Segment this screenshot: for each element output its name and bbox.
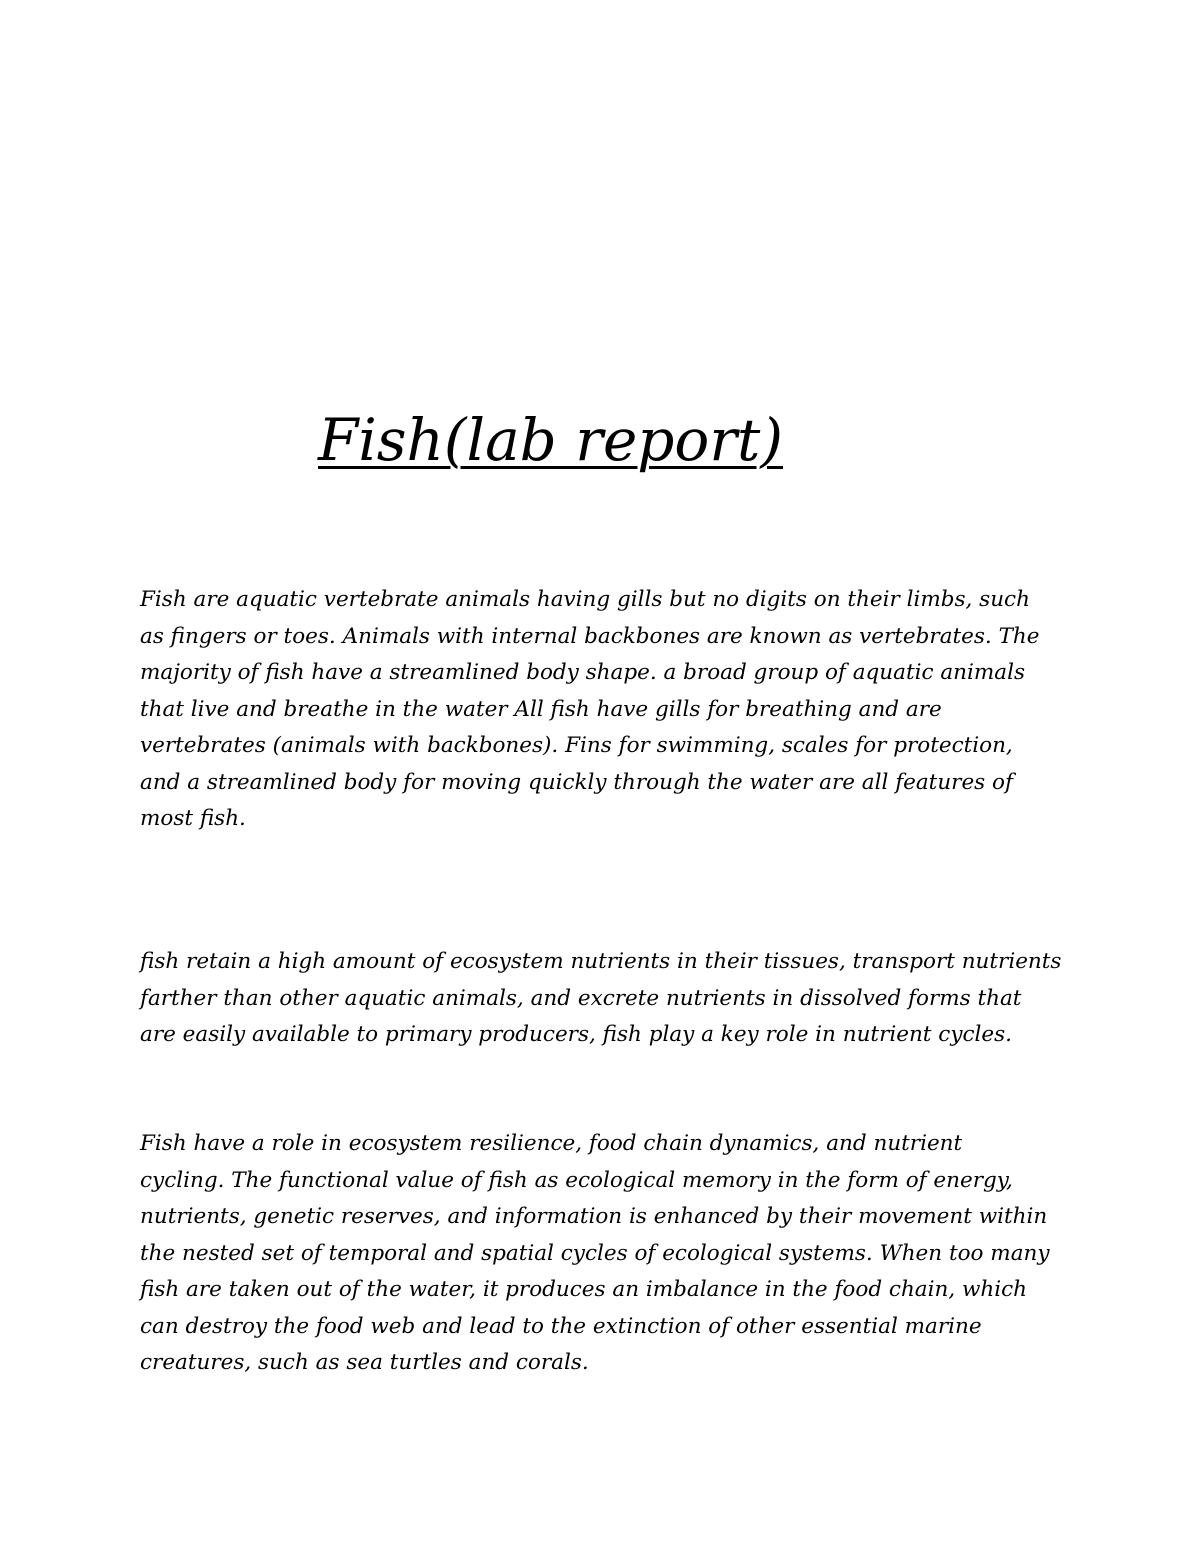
text-line: are easily available to primary producers, fish play a key role in nutrient cycles. <box>140 1022 1012 1047</box>
text-line: Fish have a role in ecosystem resilience, food chain dynamics, and nutrient <box>140 1131 963 1156</box>
text-line: vertebrates (animals with backbones). Fins for swimming, scales for protection, <box>140 733 1013 758</box>
text-line: majority of fish have a streamlined body shape. a broad group of aquatic animals <box>140 660 1026 685</box>
text-line: most fish. <box>140 806 246 831</box>
text-line: Fish are aquatic vertebrate animals having gills but no digits on their limbs, such <box>140 587 1030 612</box>
text-line: and a streamlined body for moving quickly through the water are all features of <box>140 769 1013 795</box>
paragraph-ecosystem <box>140 1126 1070 1382</box>
text-line: fish are taken out of the water, it produces an imbalance in the food chain, which <box>140 1277 1028 1302</box>
text-line: fish retain a high amount of ecosystem nutrients in their tissues, transport nutrients <box>140 949 1062 974</box>
paragraph-intro <box>140 582 1070 838</box>
document-title: Fish(lab report) <box>318 406 783 474</box>
text-line: nutrients, genetic reserves, and information is enhanced by their movement within <box>140 1204 1048 1229</box>
text-line: can destroy the food web and lead to the extinction of other essential marine <box>140 1313 982 1339</box>
text-line: as fingers or toes. Animals with internal backbones are known as vertebrates. The <box>140 623 1040 649</box>
text-line: cycling. The functional value of fish as ecological memory in the form of energy, <box>140 1167 1013 1193</box>
text-line: that live and breathe in the water All fish have gills for breathing and are <box>140 696 942 722</box>
text-line: creatures, such as sea turtles and corals. <box>140 1350 589 1375</box>
text-line: the nested set of temporal and spatial cycles of ecological systems. When too many <box>140 1240 1050 1266</box>
text-line: farther than other aquatic animals, and excrete nutrients in dissolved forms that <box>140 985 1022 1011</box>
paragraph-nutrients <box>140 944 1070 1054</box>
